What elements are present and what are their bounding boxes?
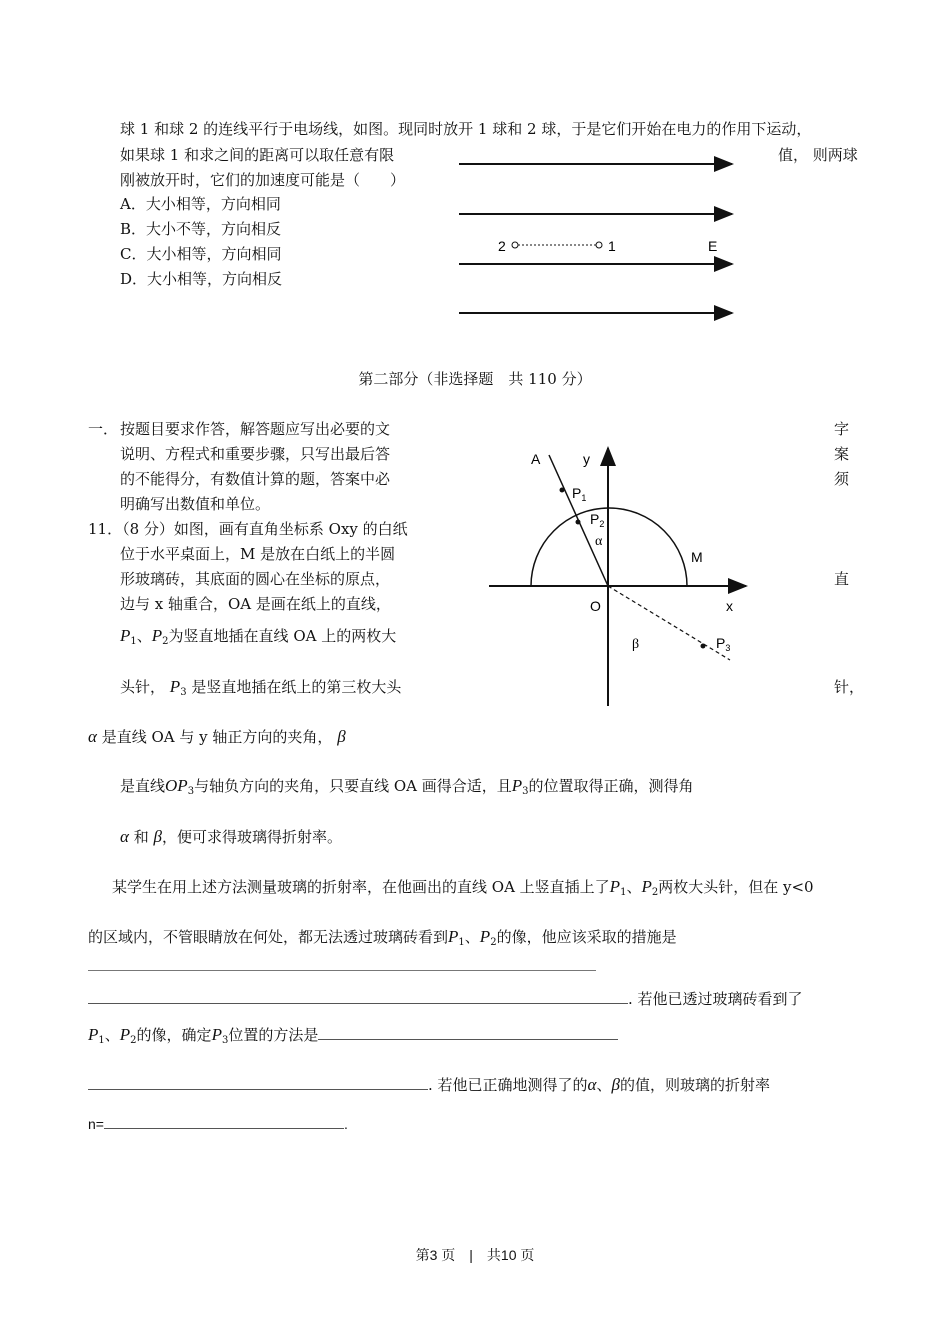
q10-option-b: B．大小不等，方向相反: [120, 220, 282, 238]
q11-line7: α 是直线 OA 与 y 轴正方向的夹角， β: [88, 727, 346, 746]
pin-p3: [701, 644, 706, 649]
q11-line: 位于水平桌面上，M 是放在白纸上的半圆: [120, 545, 396, 563]
label-p3: $P_3$: [716, 635, 731, 653]
q11-blank-line4: . 若他已正确地测得了的α、β的值，则玻璃的折射率: [88, 1074, 770, 1095]
section-title: 第二部分（非选择题 共 110 分）: [358, 370, 592, 388]
instructions-marker: 一．: [88, 420, 119, 438]
q11-paragraph-line1: 某学生在用上述方法测量玻璃的折射率，在他画出的直线 OA 上竖直插上了$P_1$、$P_2$两枚大头针，但在 y<0: [112, 877, 814, 898]
q11-line: 11．（8 分）如图，画有直角坐标系 Oxy 的白纸: [88, 520, 408, 538]
q11-right-zhi: 直: [834, 570, 850, 588]
q11-line8: 是直线$OP_3$与轴负方向的夹角，只要直线 OA 画得合适，且$P_3$的位置取得正确，测得角: [120, 776, 694, 797]
label-beta: β: [632, 637, 640, 652]
label-y: y: [583, 451, 590, 467]
line-op3: [608, 586, 730, 660]
instructions-right-char: 须: [834, 470, 850, 488]
instructions-line: 说明、方程式和重要步骤，只写出最后答: [120, 445, 391, 463]
q10-line3: 刚被放开时，它们的加速度可能是（ ）: [120, 171, 406, 189]
pin-p2: [576, 520, 581, 525]
label-o: O: [590, 598, 601, 614]
answer-blank-2[interactable]: [88, 989, 628, 1004]
q11-line: 形玻璃砖，其底面的圆心在坐标的原点，: [120, 570, 391, 588]
field-e-label: E: [708, 238, 718, 254]
q11-n-line: n= .: [88, 1116, 348, 1132]
instructions-line: 明确写出数值和单位。: [120, 495, 271, 513]
label-x: x: [726, 598, 733, 614]
q10-option-d: D．大小相等，方向相反: [120, 270, 283, 288]
label-a: A: [531, 451, 541, 467]
instructions-right-char: 案: [834, 445, 850, 463]
ball-1-label: 1: [608, 238, 616, 254]
q11-line9: α 和 β，便可求得玻璃得折射率。: [120, 827, 342, 846]
q11-blank-line2: . 若他已透过玻璃砖看到了: [88, 988, 803, 1009]
pin-p1: [560, 488, 565, 493]
page-footer: 第3 页 | 共10 页: [415, 1247, 535, 1263]
q11-paragraph-line2: 的区域内，不管眼睛放在何处，都无法透过玻璃砖看到$P_1$、$P_2$的像，他应该采取的措施是: [88, 927, 677, 948]
q10-line1: 球 1 和球 2 的连线平行于电场线，如图。现同时放开 1 球和 2 球，于是它们开始在电力的作用下运动，: [120, 120, 812, 138]
answer-blank-n[interactable]: [104, 1116, 344, 1129]
instructions-line: 的不能得分，有数值计算的题，答案中必: [120, 470, 391, 488]
q10-line2-left: 如果球 1 和求之间的距离可以取任意有限: [120, 146, 395, 164]
q11-line5: $P_1$、$P_2$为竖直地插在直线 OA 上的两枚大: [120, 626, 397, 647]
ball-2-label: 2: [498, 238, 506, 254]
label-p1: $P_1$: [572, 485, 587, 503]
q11-line6: 头针， $P_3$ 是竖直地插在纸上的第三枚大头: [120, 677, 402, 698]
answer-blank-3[interactable]: [318, 1025, 618, 1040]
q10-option-c: C．大小相等，方向相同: [120, 245, 282, 263]
instructions-right-char: 字: [834, 420, 850, 438]
answer-blank-1[interactable]: [88, 970, 596, 971]
instructions-line: 按题目要求作答，解答题应写出必要的文: [120, 420, 391, 438]
label-m: M: [691, 549, 703, 565]
q11-line: 边与 x 轴重合，OA 是画在纸上的直线，: [120, 595, 391, 613]
q10-line2-right: 值， 则两球: [778, 146, 858, 164]
q11-right-zhen: 针，: [834, 678, 865, 696]
label-p2: $P_2$: [590, 511, 605, 529]
q11-blank-line3: $P_1$、$P_2$的像，确定$P_3$位置的方法是: [88, 1024, 618, 1046]
q10-option-a: A．大小相等，方向相同: [120, 195, 281, 213]
label-alpha: α: [595, 534, 603, 549]
answer-blank-4[interactable]: [88, 1075, 428, 1090]
